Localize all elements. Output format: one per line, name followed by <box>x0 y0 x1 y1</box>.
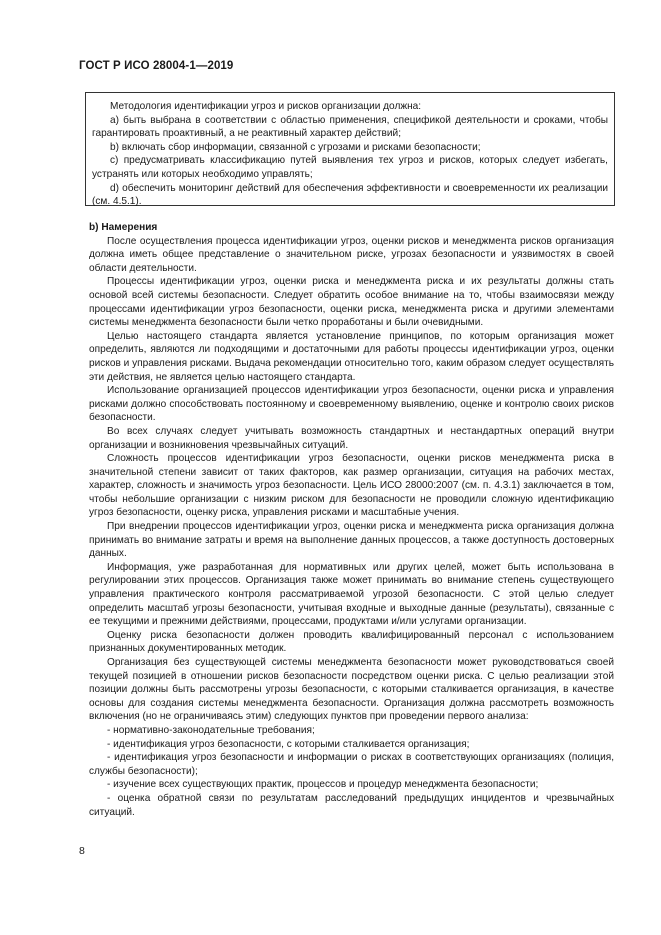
box-line: c) предусматривать классификацию путей выявления тех угроз и рисков, которых следует избегать, устранять или которых необходимо управлять; <box>92 155 608 180</box>
standard-header: ГОСТ Р ИСО 28004-1—2019 <box>79 60 234 72</box>
list-item: - изучение всех существующих практик, процессов и процедур менеджмента безопасности; <box>107 779 539 791</box>
body-paragraph: Информация, уже разработанная для нормативных или других целей, может быть использована в регулировании этих процессов. Организация также может принимать во внимание степень существующего управления практического контроля рассматриваемой угрозой безопасности. С этой целью следует определить масштаб угрозы безопасности, учитывая входные и выходные данные (результаты), связанные с ее текущими и прежними действиями, процессами, продуктами и/или услугами организации. <box>89 561 614 628</box>
body-paragraph: Оценку риска безопасности должен проводить квалифицированный персонал с использованием признанных документированных методик. <box>89 629 614 655</box>
list-item: - идентификация угроз безопасности, с которыми сталкивается организация; <box>107 738 470 750</box>
box-line: a) быть выбрана в соответствии с областью применения, спецификой деятельности и сроками, чтобы гарантировать проактивный, а не реактивный характер действий; <box>92 114 608 140</box>
body-paragraph: Во всех случаях следует учитывать возможность стандартных и нестандартных операций внутри организации и возникновения чрезвычайных ситуаций. <box>89 425 614 451</box>
section-body <box>89 221 614 819</box>
body-paragraph: Организация без существующей системы менеджмента безопасности может руководствоваться своей текущей позицией в отношении рисков безопасности посредством оценки риска. С целью реализации этой позиции должны быть рассмотрены угрозы безопасности, с которыми сталкивается организация, в качестве основы для создания системы менеджмента безопасности. Организация должна рассмотреть возможность включения (но не ограничиваясь этим) следующих пунктов при проведении первого анализа: <box>89 657 614 723</box>
body-paragraph: После осуществления процесса идентификации угроз, оценки рисков и менеджмента рисков организация должна иметь общее представление о значительном риске, угрозах безопасности и уязвимостях в своей области деятельности. <box>89 235 614 274</box>
body-paragraph: Сложность процессов идентификации угроз безопасности, оценки рисков менеджмента риска в значительной степени зависит от таких факторов, как размер организации, ситуация на рабочих местах, характер, сложность и значимость угроз безопасности. Цель ИСО 28000:2007 (см. п. 4.3.1) заключается в том, чтобы небольшие организации с низким риском для безопасности не проводили сложную идентификацию угроз безопасности, оценку риска, управления рисками и масштабные учения. <box>89 453 614 519</box>
list-item: - идентификация угроз безопасности и информации о рисках в соответствующих организациях (полиция, службы безопасности); <box>89 752 614 777</box>
methodology-box <box>85 92 615 206</box>
body-paragraph: При внедрении процессов идентификации угроз, оценки риска и менеджмента риска организация должна принимать во внимание затраты и время на выполнение данных процессов, а также доступность достоверных данных. <box>89 521 614 560</box>
box-line: Методология идентификации угроз и рисков организации должна: <box>110 101 422 112</box>
body-paragraph: Целью настоящего стандарта является установление принципов, по которым организация может определить, являются ли подходящими и достаточными для работы процессы идентификации угроз, оценки рисков и управления рисками. Выдача рекомендации относительно того, каким образом следует осуществлять эти действия, не является целью настоящего стандарта. <box>89 330 614 383</box>
box-line: d) обеспечить мониторинг действий для обеспечения эффективности и своевременности их реализации (см. 4.5.1). <box>92 182 608 208</box>
page-number: 8 <box>79 845 85 857</box>
box-line: b) включать сбор информации, связанной с угрозами и рисками безопасности; <box>110 141 481 153</box>
body-paragraph: Процессы идентификации угроз, оценки риска и менеджмента риска и их результаты должны стать основой всей системы безопасности. Следует обратить особое внимание на то, чтобы взаимосвязи между процессами идентификации угроз безопасности, оценки риска, менеджмента риска и другими элементами системы менеджмента безопасности были четко проработаны и были очевидными. <box>89 276 614 329</box>
body-paragraph: Использование организацией процессов идентификации угроз безопасности, оценки риска и управления рисками должно способствовать постоянному и своевременному выявлению, оценке и контролю своих рисков безопасности. <box>89 385 614 424</box>
list-item: - оценка обратной связи по результатам расследований предыдущих инцидентов и чрезвычайных ситуаций. <box>89 792 614 818</box>
section-heading: b) Намерения <box>89 222 158 233</box>
list-item: - нормативно-законодательные требования; <box>107 724 315 736</box>
